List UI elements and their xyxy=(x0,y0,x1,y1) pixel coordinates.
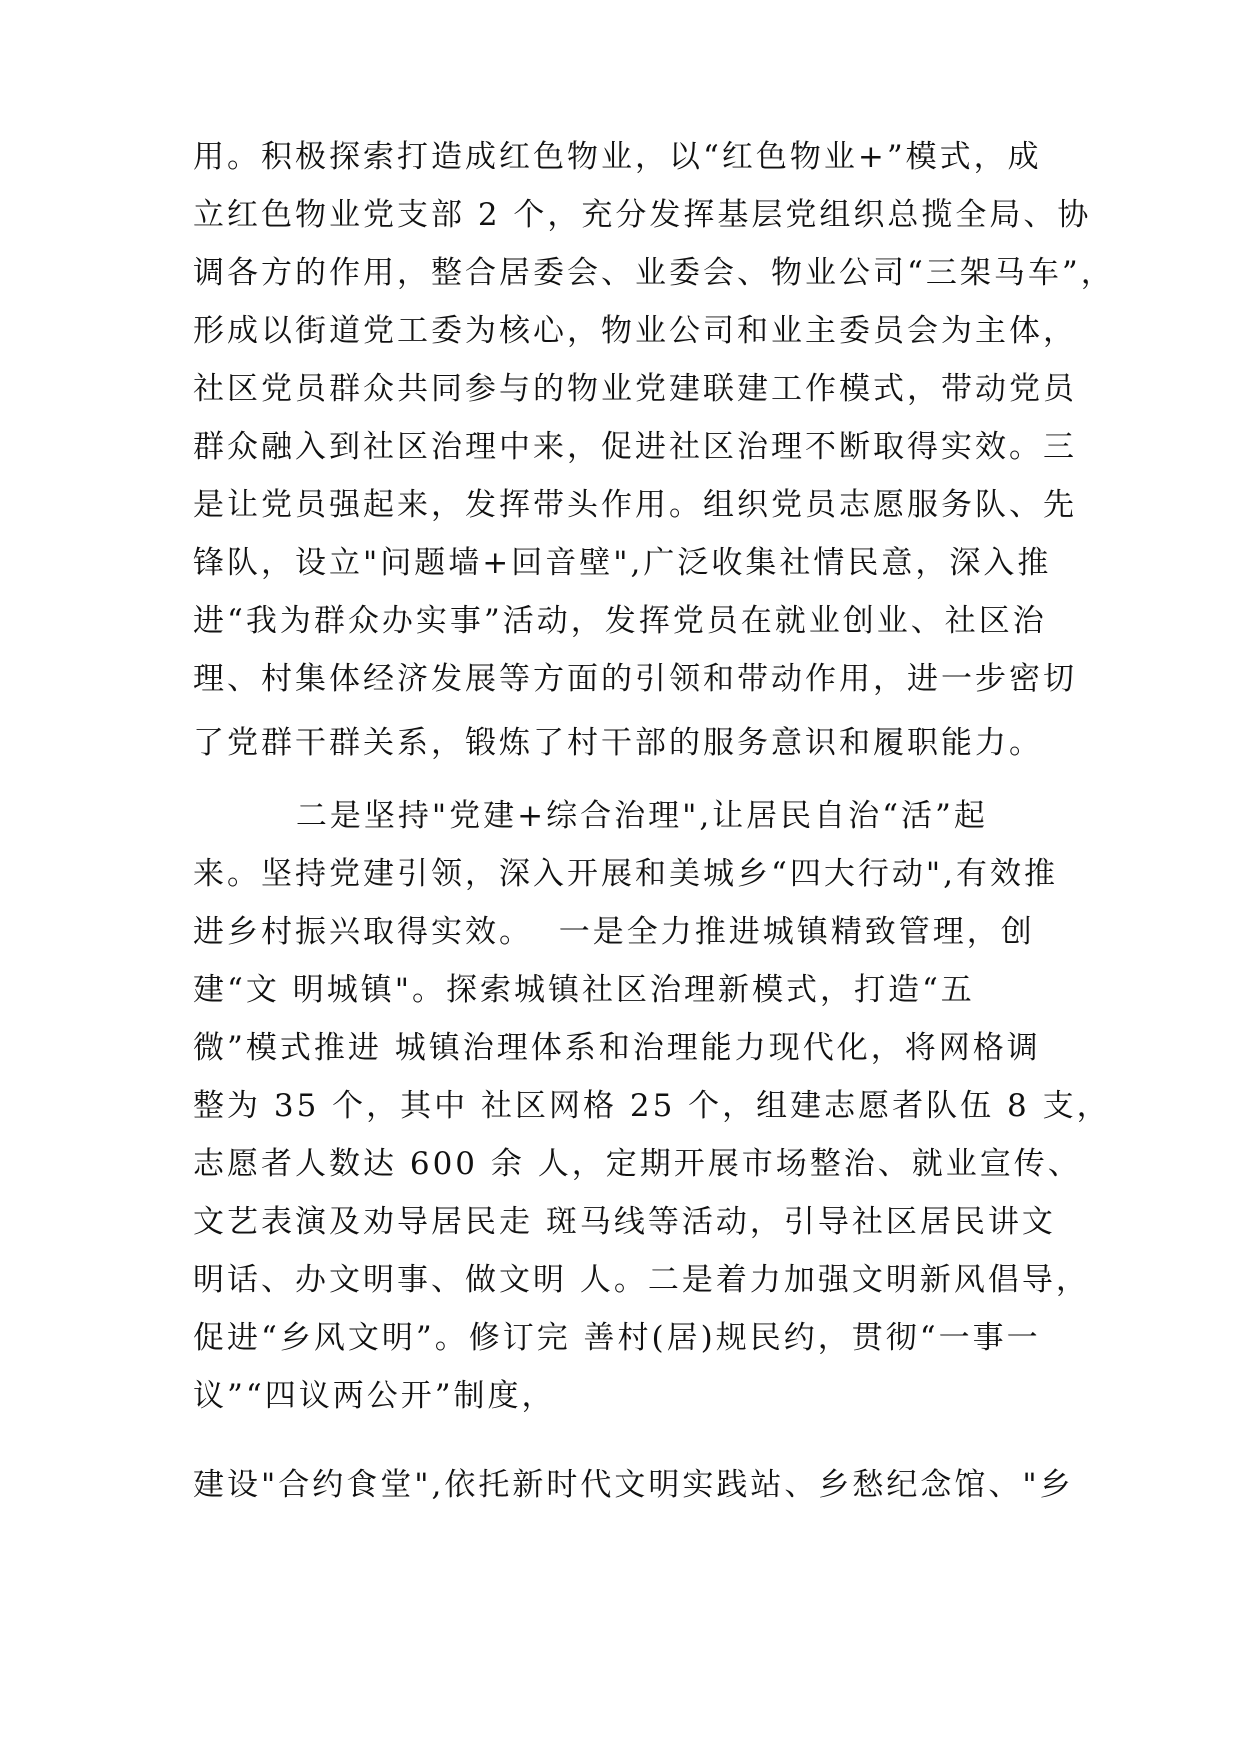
text-line: 建设"合约食堂",依托新时代文明实践站、乡愁纪念馆、"乡 xyxy=(193,1467,1074,1503)
text-line: 群众融入到社区治理中来，促进社区治理不断取得实效。三 xyxy=(193,429,1077,465)
text-line: 形成以街道党工委为核心，物业公司和业主委员会为主体， xyxy=(193,313,1077,349)
text-line: 立红色物业党支部 2 个，充分发挥基层党组织总揽全局、协 xyxy=(193,197,1092,233)
text-line: 理、村集体经济发展等方面的引领和带动作用，进一步密切 xyxy=(193,661,1077,697)
text-line: 是让党员强起来，发挥带头作用。组织党员志愿服务队、先 xyxy=(193,487,1077,523)
text-line: 社区党员群众共同参与的物业党建联建工作模式，带动党员 xyxy=(193,371,1077,407)
text-line: 用。积极探索打造成红色物业，以“红色物业+”模式，成 xyxy=(193,139,1042,175)
text-line: 议”“四议两公开”制度， xyxy=(193,1378,556,1414)
paragraph-start-line: 二是坚持"党建+综合治理",让居民自治“活”起 xyxy=(193,798,988,834)
text-line: 文艺表演及劝导居民走 斑马线等活动，引导社区居民讲文 xyxy=(193,1204,1056,1240)
text-line: 进乡村振兴取得实效。 一是全力推进城镇精致管理，创 xyxy=(193,914,1035,950)
text-line: 锋队，设立"问题墙+回音壁",广泛收集社情民意，深入推 xyxy=(193,545,1052,581)
text-line: 建“文 明城镇"。探索城镇社区治理新模式，打造“五 xyxy=(193,972,975,1008)
text-line: 整为 35 个，其中 社区网格 25 个，组建志愿者队伍 8 支， xyxy=(193,1088,1111,1124)
text-line: 来。坚持党建引领，深入开展和美城乡“四大行动",有效推 xyxy=(193,856,1058,892)
text-line: 促进“乡风文明”。修订完 善村(居)规民约，贯彻“一事一 xyxy=(193,1320,1041,1356)
text-line: 微”模式推进 城镇治理体系和治理能力现代化，将网格调 xyxy=(193,1030,1041,1066)
text-line: 了党群干群关系，锻炼了村干部的服务意识和履职能力。 xyxy=(193,725,1043,761)
text-line: 志愿者人数达 600 余 人，定期开展市场整治、就业宣传、 xyxy=(193,1146,1082,1182)
text-line: 进“我为群众办实事”活动，发挥党员在就业创业、社区治 xyxy=(193,603,1047,639)
text-line: 明话、办文明事、做文明 人。二是着力加强文明新风倡导， xyxy=(193,1262,1090,1298)
text-line: 调各方的作用，整合居委会、业委会、物业公司“三架马车”， xyxy=(193,255,1115,291)
